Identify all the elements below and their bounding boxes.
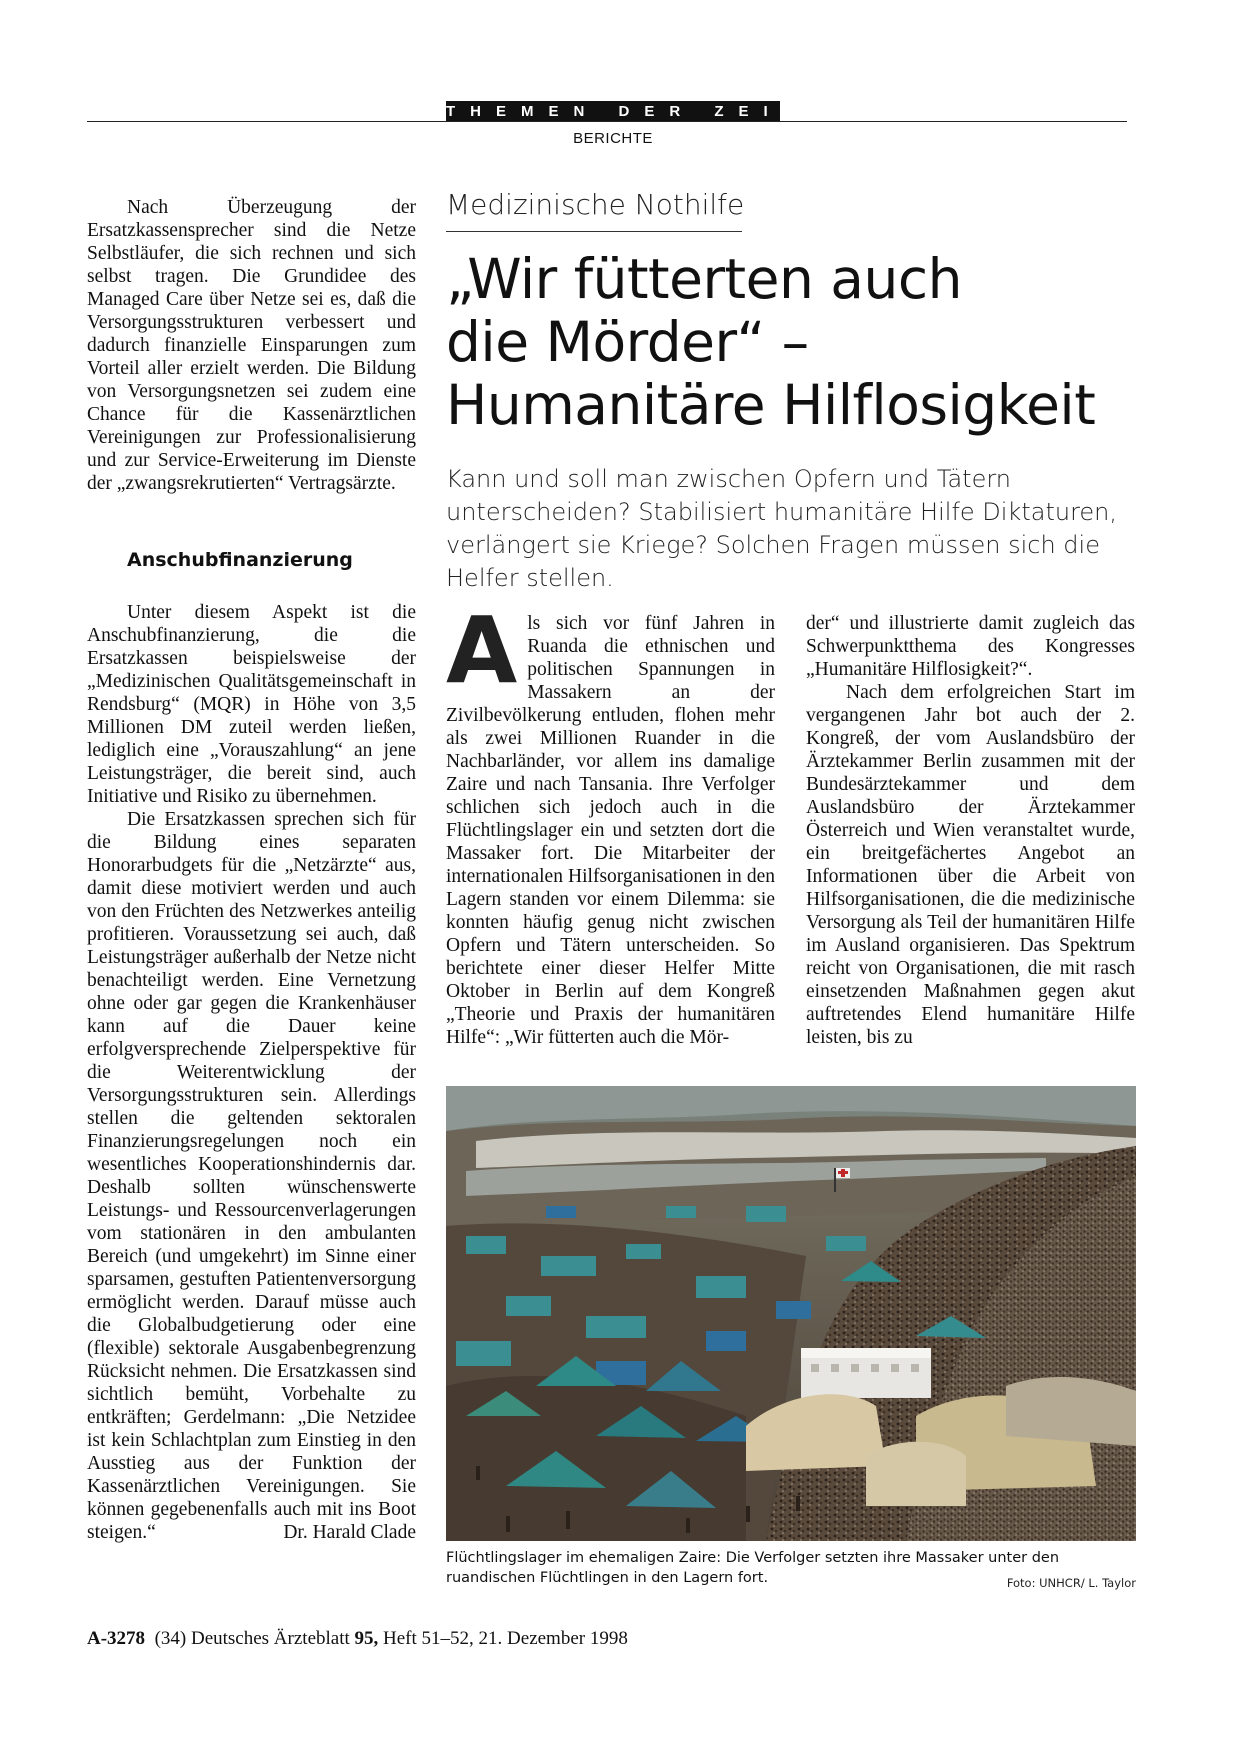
section-label: BERICHTE <box>573 130 653 147</box>
middle-column <box>446 597 775 1049</box>
left-paragraph-2: Unter diesem Aspekt ist die Anschubfinanzierung, die die Ersatzkassen beispielsweise der „Medizinischen Qualitätsgemeinschaft in Rendsburg“ (MQR) in Höhe von 3,5 Millionen DM zuteil werden ließen, lediglich eine „Vorauszahlung“ an jene Leistungsträger, die bereit sind, auch Initiative und Risiko zu übernehmen. <box>87 602 416 807</box>
photo-credit: Foto: UNHCR/ L. Taylor <box>1006 1576 1136 1590</box>
drop-cap: A <box>446 597 518 704</box>
journal-name: Deutsches Ärzteblatt <box>190 1628 350 1649</box>
left-paragraph-3-text: Die Ersatzkassen sprechen sich für die Bildung eines separaten Honorarbudgets für die „Netzärzte“ aus, damit diese motiviert werden und auch von den Früchten des Netzwerkes anteilig profitieren. Voraussetzung sei auch, daß Leistungsträger außerhalb der Netze nicht benachteiligt werden. Eine Vernetzung ohne oder gar gegen die Krankenhäuser kann auf die Dauer keine erfolgversprechende Zielperspektive für die Weiterentwicklung der Versorgungsstrukturen sein. Allerdings stellen die geltenden sektoralen Finanzierungsregelungen noch ein wesentliches Kooperationshindernis dar. Deshalb sollten wünschenswerte Leistungs- und Ressourcenverlagerungen vom stationären in den ambulanten Bereich (und umgekehrt) im Sinne einer sparsamen, gestuften Patientenversorgung ermöglicht werden. Darauf müsse auch die Globalbudgetierung oder eine (flexible) sektorale Ausgabenbegrenzung Rücksicht nehmen. Die Ersatzkassen sind sichtlich bemüht, Vorbehalte zu entkräften; Gerdelmann: „Die Netzidee ist kein Schlachtplan zum Einstieg in den Ausstieg aus der Funktion der Kassenärztlichen Vereinigungen. Sie können gegebenenfalls auch mit ins Boot steigen.“ <box>87 809 416 1543</box>
headline-line-1: „Wir fütterten auch <box>446 247 962 311</box>
right-paragraph-2: Nach dem erfolgreichen Start im vergangenen Jahr bot auch der 2. Kongreß, der vom Auslandsbüro der Ärztekammer Berlin zusammen mit der Bundesärztekammer und dem Auslandsbüro der Ärztekammer Österreich und Wien veranstaltet wurde, ein breitgefächertes Angebot an Informationen über die Arbeit von Hilfsorganisationen, die die medizinische Versorgung als Teil der humanitären Hilfe im Ausland organisieren. Das Spektrum reicht von Organisationen, die mit rasch einsetzenden Maßnahmen gegen akut auftretendes Elend humanitäre Hilfe leisten, bis zu <box>806 682 1135 1048</box>
page-footer <box>87 1628 628 1650</box>
author-name: Dr. Harald Clade <box>283 1522 416 1543</box>
kicker-rule <box>446 231 742 232</box>
article-kicker: Medizinische Nothilfe <box>446 188 745 221</box>
journal-volume: 95, <box>354 1628 379 1649</box>
left-paragraph-3 <box>87 808 416 1544</box>
headline-line-3: Humanitäre Hilflosigkeit <box>446 373 1096 437</box>
headline-line-2: die Mörder“ – <box>446 310 809 374</box>
left-paragraph-1: Nach Überzeugung der Ersatzkassensprecher sind die Netze Selbstläufer, die sich rechnen und sich selbst tragen. Die Grundidee des Managed Care über Netze sei es, daß die Versorgungsstrukturen verbessert und dadurch finanzielle Einsparungen zum Vorteil aller erzielt werden. Die Bildung von Versorgungsnetzen sei zudem eine Chance für die Kassenärztlichen Vereinigungen zur Professionalisierung und zur Service-Erweiterung im Dienste der „zwangsrekrutierten“ Vertragsärzte. <box>87 197 416 494</box>
issue-info: Heft 51–52, 21. Dezember 1998 <box>383 1628 628 1649</box>
middle-paragraph-1 <box>446 597 775 1049</box>
header-rule <box>87 121 1127 122</box>
article-lead: Kann und soll man zwischen Opfern und Tätern unterscheiden? Stabilisiert humanitäre Hilfe Diktaturen, verlängert sie Kriege? Solchen Fragen müssen sich die Helfer stellen. <box>446 465 1118 592</box>
article-headline <box>446 248 1136 437</box>
photo-caption: Flüchtlingslager im ehemaligen Zaire: Die Verfolger setzten ihre Massaker unter den ruandischen Flüchtlingen in den Lagern fort. <box>446 1550 1060 1586</box>
subheading: Anschubfinanzierung <box>127 549 353 571</box>
page-number: A-3278 <box>87 1628 146 1649</box>
right-column <box>806 612 1135 1049</box>
refugee-camp-photo <box>446 1086 1136 1541</box>
footer-paren: (34) <box>154 1628 187 1649</box>
middle-paragraph-1-text: ls sich vor fünf Jahren in Ruanda die ethnischen und politischen Spannungen in Massakern an der Zivilbevölkerung entluden, flohen mehr als zwei Millionen Ruander in die Nachbarländer, vor allem ins damalige Zaire und nach Tansania. Ihre Verfolger schlichen sich jedoch auch in die Flüchtlingslager ein und setzten dort die Massaker fort. Die Mitarbeiter der internationalen Hilfsorganisationen in den Lagern standen vor einem Dilemma: sie konnten häufig genug nicht zwischen Opfern und Tätern unterscheiden. So berichtete einer dieser Helfer Mitte Oktober in Berlin auf dem Kongreß „Theorie und Praxis der humanitären Hilfe“: „Wir fütterten auch die Mör- <box>446 613 775 1048</box>
rubric-banner: THEMEN DER ZEIT <box>446 103 807 120</box>
right-paragraph-1: der“ und illustrierte damit zugleich das Schwerpunktthema des Kongresses „Humanitäre Hilflosigkeit?“. <box>806 613 1135 680</box>
left-column <box>87 196 416 1544</box>
